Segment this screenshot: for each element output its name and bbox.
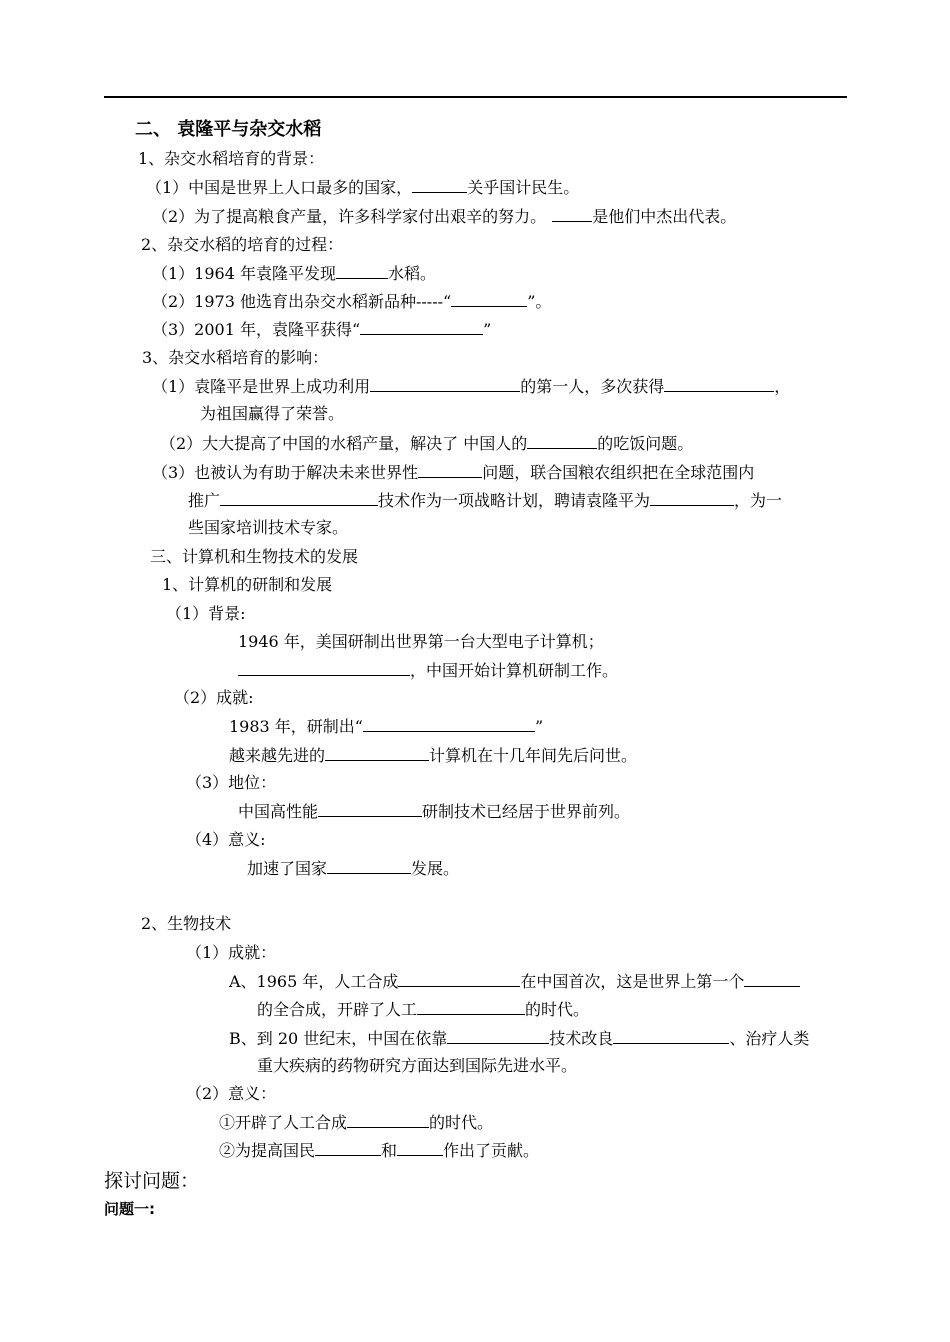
computer-background-line2 bbox=[238, 660, 618, 681]
computer-significance-line bbox=[247, 858, 459, 879]
text: ，为一 bbox=[734, 491, 783, 510]
line-3-3-cont2: 些国家培训技术专家。 bbox=[188, 518, 349, 537]
text: 技术作为一项战略计划，聘请袁隆平为 bbox=[378, 491, 651, 510]
biotech-achievement-label: （1）成就： bbox=[186, 943, 277, 962]
text: 和 bbox=[381, 1141, 398, 1160]
line-3-3 bbox=[152, 462, 754, 483]
text: ②为提高国民 bbox=[219, 1141, 316, 1160]
line-2-1 bbox=[152, 263, 436, 284]
blank-field bbox=[397, 1140, 443, 1156]
text: ， bbox=[774, 377, 791, 396]
subsection-1-heading: 1、杂交水稻培育的背景： bbox=[138, 149, 325, 168]
blank-field bbox=[451, 291, 527, 307]
blank-field bbox=[447, 1028, 549, 1044]
text: 在中国首次，这是世界上第一个 bbox=[520, 972, 745, 991]
line-3-3-cont bbox=[188, 490, 782, 511]
blank-field bbox=[552, 206, 592, 222]
blank-field bbox=[220, 490, 378, 506]
line-1-2 bbox=[152, 206, 736, 227]
text: 问题，联合国粮农组织把在全球范围内 bbox=[482, 463, 755, 482]
text: 的吃饭问题。 bbox=[597, 434, 694, 453]
discussion-title: 探讨问题： bbox=[104, 1170, 200, 1192]
text: 技术改良 bbox=[549, 1029, 614, 1048]
text: B、到 20 世纪末，中国在依靠 bbox=[229, 1029, 448, 1048]
blank-field bbox=[360, 319, 483, 335]
computer-achievement-line2 bbox=[229, 745, 637, 766]
text: 作出了贡献。 bbox=[443, 1141, 540, 1160]
text: ，中国开始计算机研制工作。 bbox=[410, 661, 619, 680]
text: ” bbox=[535, 717, 544, 736]
section-3-title: 三、计算机和生物技术的发展 bbox=[150, 547, 359, 566]
blank-field bbox=[527, 433, 597, 449]
text: （1）1964 年袁隆平发现 bbox=[152, 264, 336, 283]
blank-field bbox=[315, 1140, 381, 1156]
line-2-3 bbox=[152, 319, 491, 340]
subsection-2-heading: 2、杂交水稻的培育的过程： bbox=[141, 235, 344, 254]
biotech-achievement-b bbox=[229, 1028, 809, 1049]
text: （2）1973 他选育出杂交水稻新品种-----“ bbox=[152, 292, 452, 311]
text: ①开辟了人工合成 bbox=[219, 1113, 348, 1132]
biotech-achievement-a bbox=[229, 971, 800, 992]
biotech-achievement-a-cont bbox=[257, 999, 589, 1020]
blank-field bbox=[370, 376, 520, 392]
text: （3）2001 年，袁隆平获得“ bbox=[152, 320, 361, 339]
line-1-1 bbox=[146, 177, 579, 198]
biotech-significance-1 bbox=[219, 1112, 493, 1133]
header-rule bbox=[104, 96, 847, 98]
text: 加速了国家 bbox=[247, 859, 328, 878]
computer-background-line1: 1946 年，美国研制出世界第一台大型电子计算机； bbox=[238, 632, 604, 651]
text: （3）也被认为有助于解决未来世界性 bbox=[152, 463, 419, 482]
text: 水稻。 bbox=[388, 264, 437, 283]
computer-achievement-line1 bbox=[229, 716, 543, 737]
blank-field bbox=[327, 858, 411, 874]
biotech-significance-2 bbox=[219, 1140, 539, 1161]
blank-field bbox=[363, 716, 535, 732]
line-2-2 bbox=[152, 291, 551, 312]
text: （2）为了提高粮食产量，许多科学家付出艰辛的努力。 bbox=[152, 207, 547, 226]
text: 研制技术已经居于世界前列。 bbox=[422, 802, 631, 821]
biotech-achievement-b-cont: 重大疾病的药物研究方面达到国际先进水平。 bbox=[257, 1056, 578, 1075]
blank-field bbox=[744, 971, 800, 987]
text: 关乎国计民生。 bbox=[467, 178, 580, 197]
text: （1）中国是世界上人口最多的国家， bbox=[146, 178, 413, 197]
blank-field bbox=[664, 376, 774, 392]
computer-heading: 1、计算机的研制和发展 bbox=[162, 575, 333, 594]
computer-status-label: （3）地位： bbox=[186, 773, 277, 792]
text: ”。 bbox=[527, 292, 552, 311]
subsection-3-heading: 3、杂交水稻培育的影响： bbox=[142, 348, 329, 367]
text: （2）大大提高了中国的水稻产量，解决了 中国人的 bbox=[160, 434, 528, 453]
text: 、治疗人类 bbox=[729, 1029, 810, 1048]
biotech-significance-label: （2）意义： bbox=[186, 1084, 277, 1103]
text: A、1965 年，人工合成 bbox=[229, 972, 399, 991]
section-2-title: 二、 袁隆平与杂交水稻 bbox=[135, 119, 322, 140]
text: ” bbox=[483, 320, 492, 339]
blank-field bbox=[325, 745, 429, 761]
line-3-1-cont: 为祖国赢得了荣誉。 bbox=[200, 404, 345, 423]
line-3-1 bbox=[152, 376, 790, 397]
text: 1983 年，研制出“ bbox=[229, 717, 363, 736]
text: 中国高性能 bbox=[238, 802, 319, 821]
computer-status-line bbox=[238, 801, 630, 822]
blank-field bbox=[238, 660, 410, 676]
text: 的全合成，开辟了人工 bbox=[257, 1000, 418, 1019]
line-3-2 bbox=[160, 433, 693, 454]
text: 计算机在十几年间先后问世。 bbox=[429, 746, 638, 765]
blank-field bbox=[412, 177, 467, 193]
text: 的时代。 bbox=[525, 1000, 590, 1019]
blank-field bbox=[613, 1028, 729, 1044]
text: 推广 bbox=[188, 491, 221, 510]
computer-background-label: （1）背景: bbox=[166, 604, 246, 623]
blank-field bbox=[650, 490, 734, 506]
blank-field bbox=[398, 971, 520, 987]
text: 的时代。 bbox=[429, 1113, 494, 1132]
blank-field bbox=[336, 263, 388, 279]
computer-significance-label: （4）意义: bbox=[186, 830, 266, 849]
question-one-label: 问题一: bbox=[104, 1200, 155, 1218]
blank-field bbox=[418, 462, 482, 478]
text: 是他们中杰出代表。 bbox=[592, 207, 737, 226]
text: 的第一人，多次获得 bbox=[520, 377, 665, 396]
blank-field bbox=[318, 801, 422, 817]
text: 越来越先进的 bbox=[229, 746, 326, 765]
blank-field bbox=[347, 1112, 429, 1128]
text: 发展。 bbox=[411, 859, 460, 878]
computer-achievement-label: （2）成就: bbox=[174, 688, 254, 707]
biotech-heading: 2、生物技术 bbox=[141, 914, 232, 933]
text: （1）袁隆平是世界上成功利用 bbox=[152, 377, 371, 396]
blank-field bbox=[417, 999, 525, 1015]
